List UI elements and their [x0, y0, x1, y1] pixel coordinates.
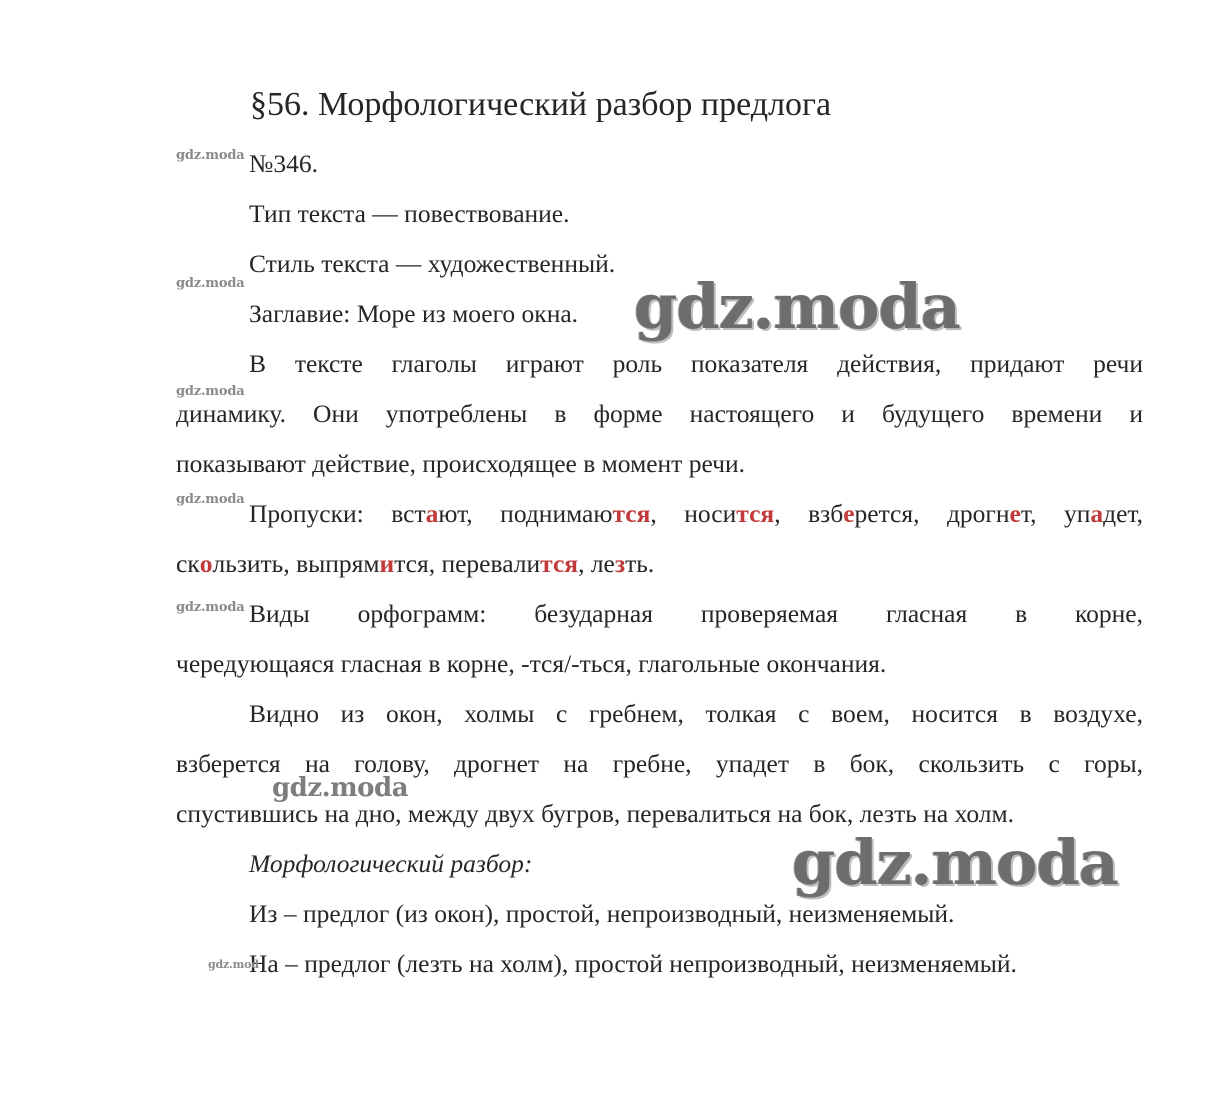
gap-seg: ть. — [625, 549, 655, 578]
gap-seg: ют, поднимаю — [438, 499, 613, 528]
gap-letter: и — [379, 549, 395, 578]
gap-seg: , носи — [650, 499, 737, 528]
orthograms-line: чередующаяся гласная в корне, -тся/-ться, глагольные окончания. — [176, 649, 887, 678]
gap-letter: а — [425, 499, 439, 528]
text-style: Стиль текста — художественный. — [249, 249, 616, 278]
watermark-logo: gdz.moda — [176, 276, 245, 291]
gap-seg: т, уп — [1020, 499, 1091, 528]
gap-seg: рется, дрогн — [854, 499, 1010, 528]
gap-seg: , ле — [578, 549, 615, 578]
gap-seg: Пропуски: вст — [249, 499, 426, 528]
watermark-logo: gdz.moda — [272, 773, 409, 803]
phrases-line: Видно из окон, холмы с гребнем, толкая с воем, носится в воздухе, — [249, 699, 1143, 728]
verbs-paragraph-line: В тексте глаголы играют роль показателя действия, придают речи — [249, 349, 1143, 378]
gap-letter: о — [199, 549, 213, 578]
gap-letter: тся — [736, 499, 775, 528]
gap-seg: , взб — [774, 499, 844, 528]
watermark-logo: gdz.moda — [176, 148, 245, 163]
phrases-line: спустившись на дно, между двух бугров, перевалиться на бок, лезть на холм. — [176, 799, 1015, 828]
watermark-logo: gdz.moda — [176, 384, 245, 399]
gap-letter: тся — [612, 499, 651, 528]
watermark-logo: gdz.moda — [176, 492, 245, 507]
watermark-logo: gdz.moda — [634, 270, 960, 343]
page-title: §56. Морфологический разбор предлога — [250, 86, 832, 123]
analysis-heading: Морфологический разбор: — [249, 849, 533, 878]
gap-seg: льзить, выпрям — [212, 549, 380, 578]
watermark-logo: gdz.moda — [792, 826, 1118, 899]
analysis-line: На – предлог (лезть на холм), простой непроизводный, неизменяемый. — [249, 949, 1017, 978]
gap-seg: дет, — [1103, 499, 1144, 528]
text-heading: Заглавие: Море из моего окна. — [249, 299, 579, 328]
gaps-line-2 — [176, 539, 1143, 589]
verbs-paragraph-line: показывают действие, происходящее в момент речи. — [176, 449, 745, 478]
task-number: №346. — [249, 149, 318, 178]
gap-seg: тся, перевали — [394, 549, 541, 578]
gap-letter: з — [614, 549, 626, 578]
gap-letter: а — [1090, 499, 1104, 528]
gap-letter: е — [843, 499, 855, 528]
text-type: Тип текста — повествование. — [249, 199, 570, 228]
orthograms-line: Виды орфограмм: безударная проверяемая гласная в корне, — [249, 599, 1143, 628]
gap-letter: тся — [540, 549, 579, 578]
verbs-paragraph-line: динамику. Они употреблены в форме настоящего и будущего времени и — [176, 399, 1143, 428]
gap-seg: ск — [176, 549, 200, 578]
watermark-logo: gdz.moda — [176, 600, 245, 615]
gap-letter: е — [1009, 499, 1021, 528]
gaps-line-1 — [249, 489, 1143, 539]
phrases-line: взберется на голову, дрогнет на гребне, упадет в бок, скользить с горы, — [176, 749, 1143, 778]
analysis-line: Из – предлог (из окон), простой, непроизводный, неизменяемый. — [249, 899, 955, 928]
watermark-logo: gdz.mod — [208, 958, 259, 971]
